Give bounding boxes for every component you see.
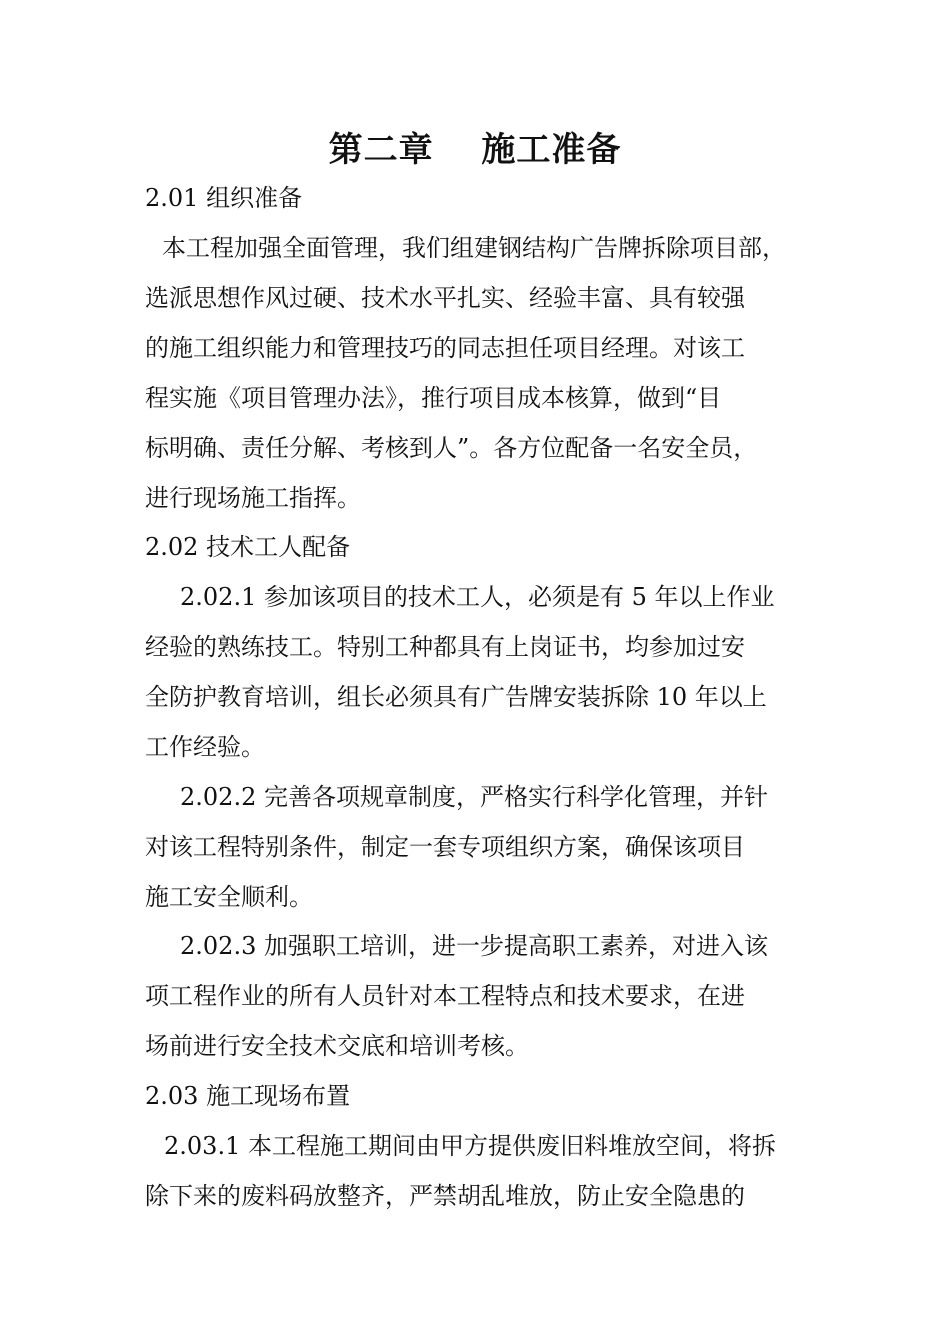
- paragraph-line: 对该工程特别条件，制定一套专项组织方案，确保该项目: [145, 833, 745, 861]
- section-heading-2-02: 2.02 技术工人配备: [145, 533, 351, 561]
- paragraph-line: 选派思想作风过硬、技术水平扎实、经验丰富、具有较强: [145, 284, 745, 312]
- paragraph-line: 经验的熟练技工。特别工种都具有上岗证书，均参加过安: [145, 633, 745, 661]
- paragraph-line: 工作经验。: [145, 733, 265, 761]
- paragraph-line: 施工安全顺利。: [145, 883, 313, 911]
- paragraph-line: 全防护教育培训，组长必须具有广告牌安装拆除 10 年以上: [145, 683, 767, 711]
- paragraph-line: 2.02.1 参加该项目的技术工人，必须是有 5 年以上作业: [180, 583, 775, 611]
- paragraph-line: 标明确、责任分解、考核到人”。各方位配备一名安全员，: [145, 434, 758, 462]
- paragraph-line: 2.02.3 加强职工培训，进一步提高职工素养，对进入该: [180, 932, 768, 960]
- paragraph-line: 项工程作业的所有人员针对本工程特点和技术要求，在进: [145, 982, 745, 1010]
- paragraph-line: 2.02.2 完善各项规章制度，严格实行科学化管理，并针: [180, 783, 768, 811]
- page-title: 第二章 施工准备: [328, 130, 622, 170]
- paragraph-line: 的施工组织能力和管理技巧的同志担任项目经理。对该工: [145, 334, 745, 362]
- paragraph-line: 本工程加强全面管理，我们组建钢结构广告牌拆除项目部，: [162, 234, 786, 262]
- paragraph-line: 进行现场施工指挥。: [145, 484, 361, 512]
- paragraph-line: 场前进行安全技术交底和培训考核。: [145, 1032, 529, 1060]
- paragraph-line: 程实施《项目管理办法》，推行项目成本核算，做到“目: [145, 384, 722, 412]
- section-heading-2-03: 2.03 施工现场布置: [145, 1082, 351, 1110]
- section-heading-2-01: 2.01 组织准备: [145, 184, 303, 212]
- paragraph-line: 2.03.1 本工程施工期间由甲方提供废旧料堆放空间，将拆: [164, 1132, 776, 1160]
- paragraph-line: 除下来的废料码放整齐，严禁胡乱堆放，防止安全隐患的: [145, 1182, 745, 1210]
